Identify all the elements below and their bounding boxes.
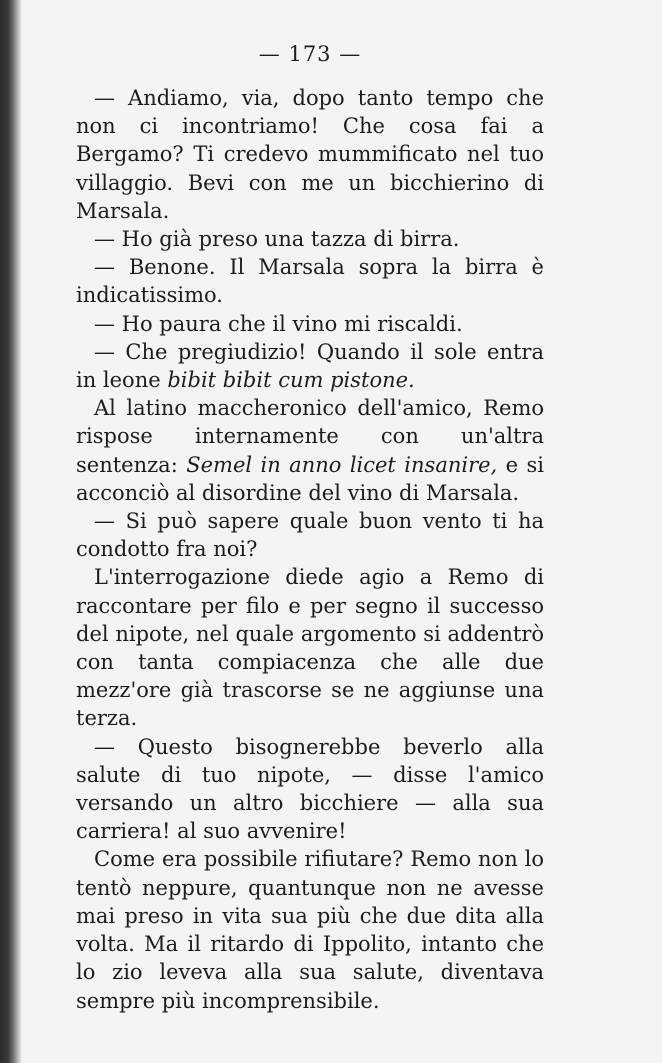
paragraph <box>76 338 544 394</box>
paragraph <box>76 563 544 732</box>
paragraph <box>76 845 544 1014</box>
latin-phrase: Semel in anno licet insanire, <box>186 452 498 477</box>
paragraph-text: — Ho già preso una tazza di birra. <box>94 227 460 252</box>
paragraph <box>76 394 544 507</box>
paragraph-text: e si acconciò al disordine del vino di Marsala. <box>76 452 544 505</box>
paragraph-text: L'interrogazione diede agio a Remo di raccontare per filo e per segno il successo del nipote, nel quale argomento si addentrò con tanta compiacenza che alle due mezz'ore già trascorse se ne aggiunse una terza. <box>76 565 544 731</box>
paragraph-text: — Che pregiudizio! Quando il sole entra in leone <box>76 339 544 393</box>
book-page <box>76 40 544 1015</box>
paragraph-text: — Ho paura che il vino mi riscaldi. <box>94 311 463 336</box>
paragraph-text: — Benone. Il Marsala sopra la birra è indicatissimo. <box>76 255 544 308</box>
paragraph <box>76 84 544 225</box>
paragraph-text: Al latino maccheronico dell'amico, Remo rispose internamente con un'altra sentenza: <box>76 396 544 477</box>
paragraph <box>76 733 544 846</box>
page-number: — 173 — <box>258 42 362 66</box>
paragraph-text: — Andiamo, via, dopo tanto tempo che non ci incontriamo! Che cosa fai a Bergamo? Ti credevo mummificato nel tuo villaggio. Bevi con me un bicchierino di Marsala. <box>76 86 544 223</box>
paragraph-text: Come era possibile rifiutare? Remo non lo tentò neppure, quantunque non ne avesse mai preso in vita sua più che due dita alla volta. Ma il ritardo di Ippolito, intanto che lo zio leveva alla sua salute, diventava sempre più incomprensibile. <box>76 847 544 1013</box>
paragraph <box>76 225 544 253</box>
paragraph <box>76 310 544 338</box>
book-spine-shadow <box>0 0 22 1063</box>
paragraph-text: — Si può sapere quale buon vento ti ha condotto fra noi? <box>76 509 544 562</box>
paragraph-text: — Questo bisognerebbe beverlo alla salute di tuo nipote, — disse l'amico versando un altro bicchiere — alla sua carriera! al suo avvenire! <box>76 734 544 844</box>
paragraph <box>76 507 544 563</box>
paragraph <box>76 253 544 309</box>
latin-phrase: bibit bibit cum pistone. <box>167 368 415 393</box>
